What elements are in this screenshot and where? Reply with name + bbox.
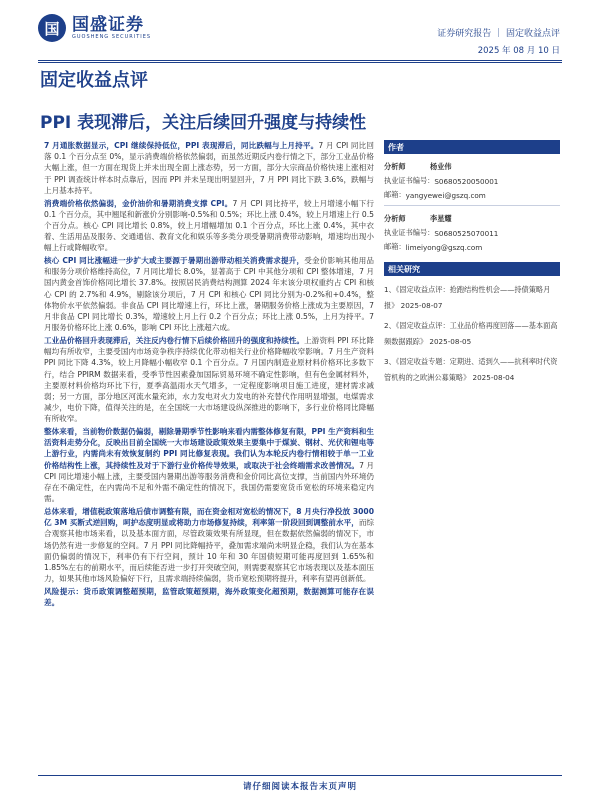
paragraph-5: 整体来看，当前物价数据仍偏弱，剔除暑期季节性影响来看内需整体修复有限，PPI 生产资料和生活资料走势分化，反映出目前全国统一大市场建设政策效果主要集中于煤炭、钢材、光伏和锂电等上游行业，内需尚未有效恢复制约 PPI 同比修复表现。我们认为本轮反内卷行情相较于单一工业价格结构性上涨，其持续性及对于下游行业价格传导效果，或取决于社会终端需求改善情况。7 月 CPI 同比增速小幅上涨，主要受国内暑期出游等服务消费和金价同比高位支撑，当前国内外环境仍存在不确定性，在内需尚不足和外需不确定性的情况下，我国仍需要宽货币宽松的环境来稳定内需。 bbox=[44, 427, 374, 504]
paragraph-1: 7 月通胀数据显示，CPI 继续保持低位，PPI 表现滞后，同比跌幅与上月持平。7 月 CPI 同比回落 0.1 个百分点至 0%，显示消费端价格依然偏弱，而虽然近期反内卷行情之下，部分工业品价格大幅上涨，但一方面在现货上并未出现全面上涨态势，另一方面，部分大宗商品价格快速上涨相对于 PPI 调查统计样本时点靠后，因而 PPI 并未呈现出明显回升，7 月 PPI 同比下跌 3.6%，跌幅与上月基本持平。 bbox=[44, 141, 374, 195]
related-research-header: 相关研究 bbox=[384, 262, 560, 276]
analyst-name: 李星耀 bbox=[430, 214, 452, 223]
analyst-cert: S0680520050001 bbox=[434, 176, 499, 186]
header-rule-secondary bbox=[38, 62, 562, 63]
analyst-card: 分析师 李星耀 执业证书编号： S0680525070011 邮箱： limeiyong@gszq.com bbox=[384, 214, 499, 252]
footer-rule bbox=[38, 775, 562, 776]
paragraph-2: 消费端价格依然偏弱，金价油价和暑期消费支撑 CPI。7 月 CPI 同比持平，较上月增速小幅下行 0.1 个百分点，其中翘尾和新涨价分别影响-0.5%和 0.5%；环比上涨 0.4%，较上月增速上行 0.5 个百分点。核心 CPI 同比增长 0.8%，较上月增幅增加 0.1 个百分点，环比上涨 0.4%，其中衣着、生活用品及服务、交通通信、教育文化和娱乐等多类分项受暑期消费带动影响，增速均出现小幅上行或降幅收窄。 bbox=[44, 198, 374, 253]
footer-disclaimer: 请仔细阅读本报告末页声明 bbox=[242, 782, 357, 792]
logo-english-name: GUOSHENG SECURITIES bbox=[72, 34, 152, 40]
analyst-cert: S0680525070011 bbox=[434, 228, 499, 238]
related-research-list bbox=[384, 282, 560, 386]
report-type: 证券研究报告 ｜ 固定收益点评 bbox=[437, 29, 560, 39]
related-item[interactable]: 3、《固定收益专题：定期进、适到久——抗利率时代资管机构的之欧洲公募策略》 2025-08-04 bbox=[384, 357, 558, 382]
analyst-name: 杨业伟 bbox=[430, 162, 452, 171]
paragraph-4: 工业品价格回升表现滞后，关注反内卷行情下后续价格回升的强度和持续性。上游资料 PPI 环比降幅均有所收窄，主要受国内市场竞争秩序持续优化带动相关行业价格降幅收窄影响。7 月生产资料 PPI 同比下降 4.3%，较上月降幅小幅收窄 0.1 个百分点。7 月国内制造业原材料价格环比多数下行，结合 PPIRM 数据来看，受季节性因素叠加国际贸易环境不确定性影响，但有色金属材料外，主要原材料价格均环比下行，夏季高温雨水天气增多，一定程度影响项目施工进度，建材需求减弱；另一方面，部分地区河流水量充沛，水力发电对火力发电的补充替代作用明显增强，电煤需求减少，电价下降，值得关注的是，在全国统一大市场建设纵深推进的影响下，多行业价格同比降幅有所收窄。 bbox=[44, 335, 374, 424]
report-category: 固定收益点评 bbox=[40, 70, 148, 91]
report-title: PPI 表现滞后，关注后续回升强度与持续性 bbox=[40, 113, 367, 133]
analyst-email[interactable]: limeiyong@gszq.com bbox=[405, 242, 483, 252]
header-rule bbox=[38, 60, 562, 61]
company-logo bbox=[38, 14, 151, 42]
analyst-card: 分析师 杨业伟 执业证书编号： S0680520050001 邮箱： yangyewei@gszq.com bbox=[384, 162, 499, 200]
paragraph-3: 核心 CPI 同比涨幅进一步扩大或主要源于暑期出游带动相关消费需求提升，受金价影响其他用品和服务分项价格维持高位，7 月同比增长 8.0%，显著高于 CPI 中其他分项和 CPI 整体增速，7 月国内黄金首饰价格同比增长 37.8%。按照居民消费结构测算 2024 年末该分项权重约占 CPI 和核心 CPI 的 2.7%和 4.9%，剔除该分项后，7 月 CPI 和核心 CPI 同比分别为-0.2%和+0.4%，整体物价水平依然偏弱。非食品 CPI 同比增速上行，环比上涨，暑期服务价格上涨成为主要原因，7 月非食品 CPI 同比增长 0.3%，增速较上月上行 0.2 个百分点；环比上涨 0.5%，上月为持平。7 月服务价格环比上涨 0.6%，影响 CPI 环比上涨超六成。 bbox=[44, 256, 375, 333]
analysts-header: 作者 bbox=[384, 140, 560, 154]
analyst-email[interactable]: yangyewei@gszq.com bbox=[405, 190, 486, 200]
related-item[interactable]: 2、《固定收益点评：工业品价格再度回落——基本面高频数据跟踪》 2025-08-05 bbox=[384, 321, 558, 346]
logo-emblem: 国 bbox=[38, 14, 66, 42]
risk-warning: 风险提示：货币政策调整超预期，监管政策超预期，海外政策变化超预期，数据测算可能存在误差。 bbox=[44, 586, 375, 608]
report-date: 2025 年 08 月 10 日 bbox=[477, 46, 560, 56]
logo-name: 国盛证券 bbox=[72, 15, 144, 35]
related-item[interactable]: 1、《固定收益点评：抢跑结构性机会——持债策略月报》 2025-08-07 bbox=[384, 285, 551, 310]
report-body bbox=[44, 140, 374, 610]
sidebar bbox=[384, 140, 560, 386]
paragraph-6: 总体来看，增值税政策落地后债市调整有限，而在资金相对宽松的情况下，8 月央行净投放 3000 亿 3M 买断式逆回购，呵护态度明显或将助力市场修复持续，利率第一阶段回到调整前水平，而综合观察其他市场来看，以及基本面方面，尽管政策效果有所显现，但在数据依然偏弱的情况下，市场仍然有进一步修复的空间。7 月 PPI 同比降幅持平，叠加需求端尚未明显企稳，我们认为在基本面仍偏弱的情况下，利率仍有下行空间，预计 10 年和 30 年国债短期可能再度回到 1.65%和 1.85%左右的前期水平，而后续能否进一步打开突破空间，则需要观察其它市场表现以及基本面压力，如果其他市场风险偏好下行，且需求端持续偏弱，货币宽松预期将提升，利率有望再创新低。 bbox=[44, 507, 375, 584]
